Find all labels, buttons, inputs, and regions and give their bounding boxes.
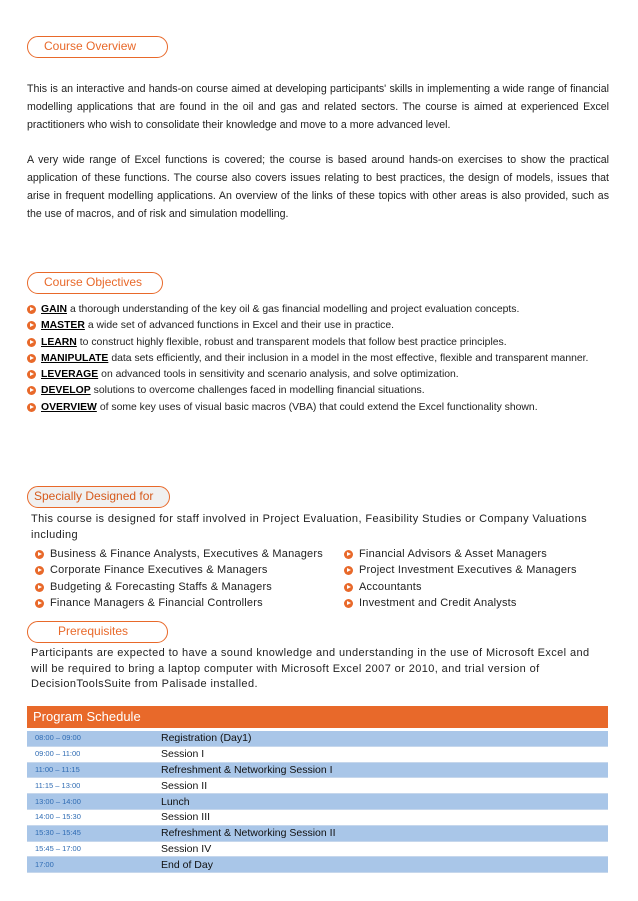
arrow-bullet-icon [35,550,44,559]
schedule-time: 14:00 – 15:30 [35,812,81,822]
table-row [27,825,608,841]
arrow-bullet-icon [344,550,353,559]
schedule-time: 17:00 [27,857,161,873]
audience-item [344,579,604,595]
schedule-activity: Session II [161,779,208,792]
schedule-activity: Session I [161,748,205,761]
arrow-bullet-icon [27,321,36,330]
audience-item-label: Corporate Finance Executives & Managers [50,564,268,577]
objective-keyword: MANIPULATE [41,352,109,364]
audience-item-label: Finance Managers & Financial Controllers [50,596,263,609]
arrow-bullet-icon [35,566,44,575]
schedule-time: 15:45 – 17:00 [35,843,81,853]
arrow-bullet-icon [344,599,353,608]
objective-text: a thorough understanding of the key oil & gas financial modelling and project evaluation concepts. [69,304,520,315]
objective-text: on advanced tools in sensitivity and scenario analysis, and solve optimization. [101,369,459,381]
schedule-time: 11:00 – 11:15 [27,762,161,778]
audience-item [35,595,335,611]
schedule-time: 15:30 – 15:45 [27,825,161,841]
schedule-time: 08:00 – 09:00 [27,731,161,746]
objective-text: a wide set of advanced functions in Excel and their use in practice. [87,320,394,332]
designed-for-heading [27,486,170,508]
program-schedule-heading: Program Schedule [27,706,608,728]
arrow-bullet-icon [27,386,36,395]
audience-intro: This course is designed for staff involved in Project Evaluation, Feasibility Studies or Company Valuations including [31,513,587,541]
prerequisites-heading [27,621,168,643]
objective-keyword: GAIN [41,304,67,315]
table-row [27,778,608,794]
audience-item-label: Business & Finance Analysts, Executives & Managers [50,548,323,560]
arrow-bullet-icon [27,354,36,363]
arrow-bullet-icon [344,583,353,592]
overview-paragraph-2: A very wide range of Excel functions is covered; the course is based around hands-on exercises to show the practical application of these functions. The course also covers issues relating to best practices, the design of models, issues that arise in frequent modelling applications. An overview of the links of these topics with other areas is also provided, such as the use of macros, and of risk and simulation modelling. [27,154,609,220]
table-row [27,794,608,810]
objective-keyword: OVERVIEW [41,401,97,413]
arrow-bullet-icon [27,305,36,314]
objective-text: solutions to overcome challenges faced in modelling financial situations. [93,385,425,397]
table-row [27,841,608,857]
audience-list-left [35,546,335,611]
table-row [27,731,608,746]
arrow-bullet-icon [35,583,44,592]
objective-item [27,400,607,416]
course-overview-heading-label: Course Overview [44,39,137,53]
arrow-bullet-icon [344,566,353,575]
schedule-time: 13:00 – 14:00 [27,794,161,810]
arrow-bullet-icon [27,338,36,347]
schedule-activity: Session III [161,811,211,824]
arrow-bullet-icon [35,599,44,608]
schedule-activity: End of Day [161,857,608,873]
arrow-bullet-icon [27,370,36,379]
objective-keyword: MASTER [41,320,85,332]
audience-item [344,546,604,562]
arrow-bullet-icon [27,403,36,412]
audience-item-label: Project Investment Executives & Managers [359,564,577,577]
table-row [27,809,608,825]
schedule-table [27,731,608,873]
objectives-list [27,302,607,416]
objective-item [27,351,607,367]
objective-item [27,367,607,383]
table-row [27,762,608,778]
audience-item-label: Investment and Credit Analysts [359,596,517,609]
objective-item [27,335,607,351]
table-row [27,746,608,762]
objective-keyword: DEVELOP [41,385,91,397]
audience-item-label: Budgeting & Forecasting Staffs & Managers [50,580,273,593]
schedule-activity: Refreshment & Networking Session I [161,762,608,778]
course-objectives-heading [27,272,163,294]
schedule-activity: Lunch [161,794,608,810]
designed-for-heading-label: Specially Designed for [34,489,154,503]
objective-text: to construct highly flexible, robust and transparent models that follow best practice principles. [79,336,507,348]
objective-keyword: LEARN [41,336,77,348]
audience-item [35,562,335,578]
prerequisites-heading-label: Prerequisites [58,624,129,638]
objective-text: data sets efficiently, and their inclusion in a model in the most effective, flexible and transparent manner. [111,352,589,364]
course-objectives-heading-label: Course Objectives [44,275,143,289]
objective-item [27,383,607,399]
audience-item [35,579,335,595]
audience-list-right [344,546,604,611]
audience-item [35,546,335,562]
table-row [27,857,608,873]
schedule-time: 11:15 – 13:00 [35,780,81,790]
overview-paragraph-1: This is an interactive and hands-on course aimed at developing participants' skills in implementing a wide range of financial modelling applications that are found in the oil and gas and related sectors. The course is aimed at experienced Excel practitioners who wish to consolidate their knowledge and move to a more advanced level. [27,83,609,131]
objective-item [27,302,607,318]
audience-item-label: Financial Advisors & Asset Managers [359,548,547,560]
audience-item-label: Accountants [359,580,422,593]
schedule-activity: Refreshment & Networking Session II [161,825,608,841]
schedule-time: 09:00 – 11:00 [35,749,81,759]
schedule-activity: Registration (Day1) [161,731,608,746]
schedule-activity: Session IV [161,842,212,855]
audience-item [344,595,604,611]
objective-keyword: LEVERAGE [41,369,99,381]
prerequisites-text: Participants are expected to have a sound knowledge and understanding in the use of Microsoft Excel and will be required to bring a laptop computer with Microsoft Excel 2007 or 2010, and trial version of DecisionToolsSuite from Palisade installed. [31,647,590,690]
objective-text: of some key uses of visual basic macros (VBA) that could extend the Excel functionality shown. [99,401,538,413]
objective-item [27,318,607,334]
audience-item [344,562,604,578]
course-overview-heading [27,36,168,58]
